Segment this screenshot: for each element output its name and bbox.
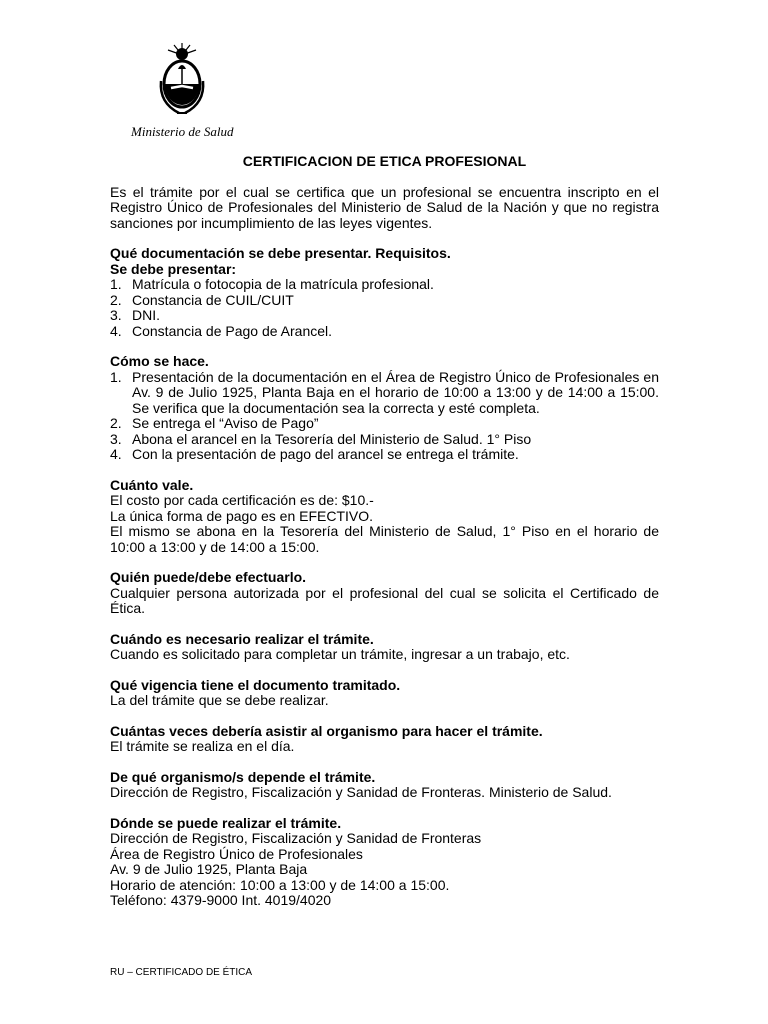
- list-item: 4. Con la presentación de pago del arancel se entrega el trámite.: [110, 446, 519, 462]
- section-heading: Quién puede/debe efectuarlo.: [110, 569, 307, 585]
- document-body: [110, 154, 659, 909]
- list-item: 3. Abona el arancel en la Tesorería del Ministerio de Salud. 1° Piso: [110, 430, 532, 447]
- intro-paragraph: Es el trámite por el cual se certifica que un profesional se encuentra inscripto en el Registro Único de Profesionales del Ministerio de Salud de la Nación y que no registra sanciones por incumplimiento de las leyes vigentes.: [110, 183, 659, 231]
- list-item: 1. Matrícula o fotocopia de la matrícula profesional.: [110, 276, 434, 292]
- ministry-name: Ministerio de Salud: [131, 124, 234, 139]
- section-heading: Qué vigencia tiene el documento tramitado.: [110, 676, 401, 693]
- list-item: 2. Se entrega el “Aviso de Pago”: [110, 415, 319, 431]
- section-heading: Cuántas veces debería asistir al organismo para hacer el trámite.: [110, 722, 543, 739]
- section-heading: Cuándo es necesario realizar el trámite.: [110, 630, 374, 647]
- section-text: Dirección de Registro, Fiscalización y Sanidad de Fronteras. Ministerio de Salud.: [110, 784, 612, 800]
- section-heading: De qué organismo/s depende el trámite.: [110, 768, 376, 785]
- cost-text: El costo por cada certificación es de: $10.-: [110, 492, 374, 508]
- list-item: 3. DNI.: [110, 307, 160, 323]
- section-veces: [110, 724, 659, 755]
- phone-line: Teléfono: 4379-9000 Int. 4019/4020: [110, 892, 332, 908]
- list-item: 2. Constancia de CUIL/CUIT: [110, 291, 294, 308]
- address-line: Dirección de Registro, Fiscalización y Sanidad de Fronteras: [110, 830, 482, 846]
- section-text: El trámite se realiza en el día.: [110, 738, 295, 754]
- address-line: Av. 9 de Julio 1925, Planta Baja: [110, 861, 308, 877]
- payment-location-text: El mismo se abona en la Tesorería del Ministerio de Salud, 1° Piso en el horario de 10:00 a 13:00 y de 14:00 a 15:00.: [110, 523, 659, 555]
- list-item: 1. Presentación de la documentación en el Área de Registro Único de Profesionales en Av. 9 de Julio 1925, Planta Baja en el horario de 10:00 a 13:00 y de 14:00 a 15:00. Se verifica que la documentación sea la correcta y esté completa.: [110, 368, 659, 416]
- section-vigencia: [110, 678, 659, 709]
- section-text: La del trámite que se debe realizar.: [110, 692, 329, 708]
- section-text: Cualquier persona autorizada por el profesional del cual se solicita el Certificado de Ética.: [110, 584, 659, 616]
- national-coat-of-arms-icon: [157, 41, 207, 117]
- section-text: Cuando es solicitado para completar un trámite, ingresar a un trabajo, etc.: [110, 646, 570, 662]
- hours-line: Horario de atención: 10:00 a 13:00 y de 14:00 a 15:00.: [110, 876, 450, 893]
- section-heading: Dónde se puede realizar el trámite.: [110, 814, 342, 831]
- section-heading: Qué documentación se debe presentar. Requisitos.: [110, 245, 451, 261]
- section-heading: Cómo se hace.: [110, 353, 209, 369]
- section-como: [110, 354, 659, 463]
- payment-method-text: La única forma de pago es en EFECTIVO.: [110, 507, 374, 524]
- section-subheading: Se debe presentar:: [110, 260, 237, 277]
- section-donde: [110, 816, 659, 909]
- address-line: Área de Registro Único de Profesionales: [110, 845, 363, 862]
- steps-list: [110, 370, 659, 463]
- requirements-list: [110, 277, 659, 339]
- list-item: 4. Constancia de Pago de Arancel.: [110, 322, 333, 339]
- section-heading: Cuánto vale.: [110, 476, 194, 493]
- section-organismo: [110, 770, 659, 801]
- page-footer: RU – CERTIFICADO DE ÉTICA: [110, 967, 253, 978]
- section-cuando: [110, 632, 659, 663]
- section-cuanto: [110, 478, 659, 556]
- section-quien: [110, 570, 659, 617]
- document-title: CERTIFICACION DE ETICA PROFESIONAL: [242, 153, 527, 169]
- section-documentacion: [110, 246, 659, 339]
